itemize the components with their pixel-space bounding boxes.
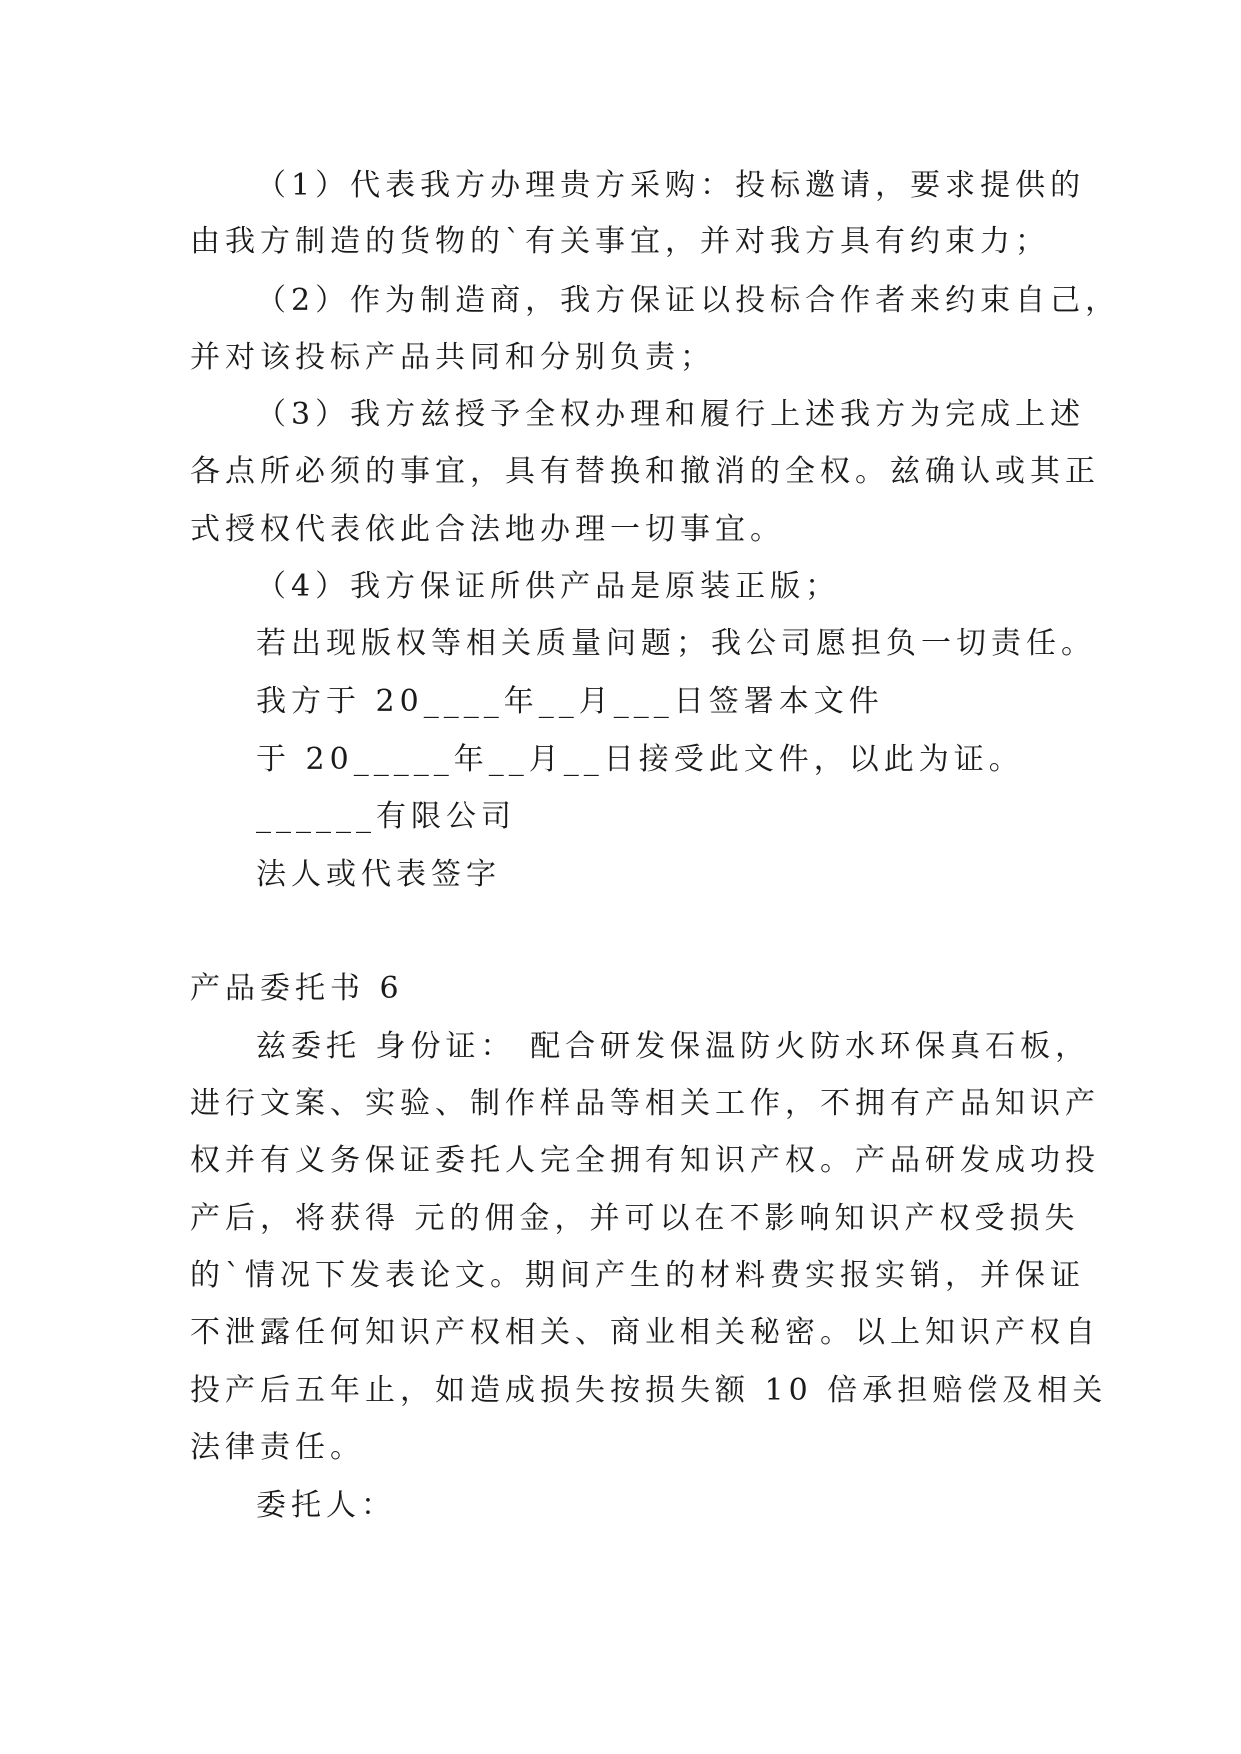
paragraph-line: 投产后五年止，如造成损失按损失额 10 倍承担赔偿及相关 (190, 1373, 1108, 1408)
paragraph-line: （3）我方兹授予全权办理和履行上述我方为完成上述 (256, 397, 1086, 432)
paragraph-line: 由我方制造的货物的`有关事宜，并对我方具有约束力； (190, 224, 1050, 259)
paragraph-line: （1）代表我方办理贵方采购：投标邀请，要求提供的 (256, 168, 1086, 203)
client-label: 委托人： (256, 1488, 396, 1523)
signing-date-line: 我方于 20____年__月___日签署本文件 (256, 684, 884, 719)
paragraph-line: 产后，将获得 元的佣金，并可以在不影响知识产权受损失 (190, 1201, 1080, 1236)
acceptance-date-line: 于 20_____年__月__日接受此文件，以此为证。 (256, 742, 1024, 777)
paragraph-line: 式授权代表依此合法地办理一切事宜。 (190, 512, 785, 547)
signature-line: 法人或代表签字 (256, 857, 501, 892)
paragraph-line: （4）我方保证所供产品是原装正版； (256, 569, 841, 604)
paragraph-line: 的`情况下发表论文。期间产生的材料费实报实销，并保证 (190, 1258, 1085, 1293)
paragraph-line: 权并有义务保证委托人完全拥有知识产权。产品研发成功投 (190, 1143, 1100, 1178)
section-heading: 产品委托书 6 (190, 971, 404, 1006)
paragraph-line: 法律责任。 (190, 1430, 365, 1465)
company-name-line: ______有限公司 (256, 799, 516, 834)
paragraph-line: 兹委托 身份证： 配合研发保温防火防水环保真石板， (256, 1029, 1091, 1064)
paragraph-line: 各点所必须的事宜，具有替换和撤消的全权。兹确认或其正 (190, 454, 1100, 489)
paragraph-line: 不泄露任何知识产权相关、商业相关秘密。以上知识产权自 (190, 1315, 1100, 1350)
paragraph-line: 若出现版权等相关质量问题；我公司愿担负一切责任。 (256, 626, 1096, 661)
paragraph-line: 进行文案、实验、制作样品等相关工作，不拥有产品知识产 (190, 1086, 1100, 1121)
paragraph-line: （2）作为制造商，我方保证以投标合作者来约束自己， (256, 283, 1121, 318)
paragraph-line: 并对该投标产品共同和分别负责； (190, 340, 715, 375)
